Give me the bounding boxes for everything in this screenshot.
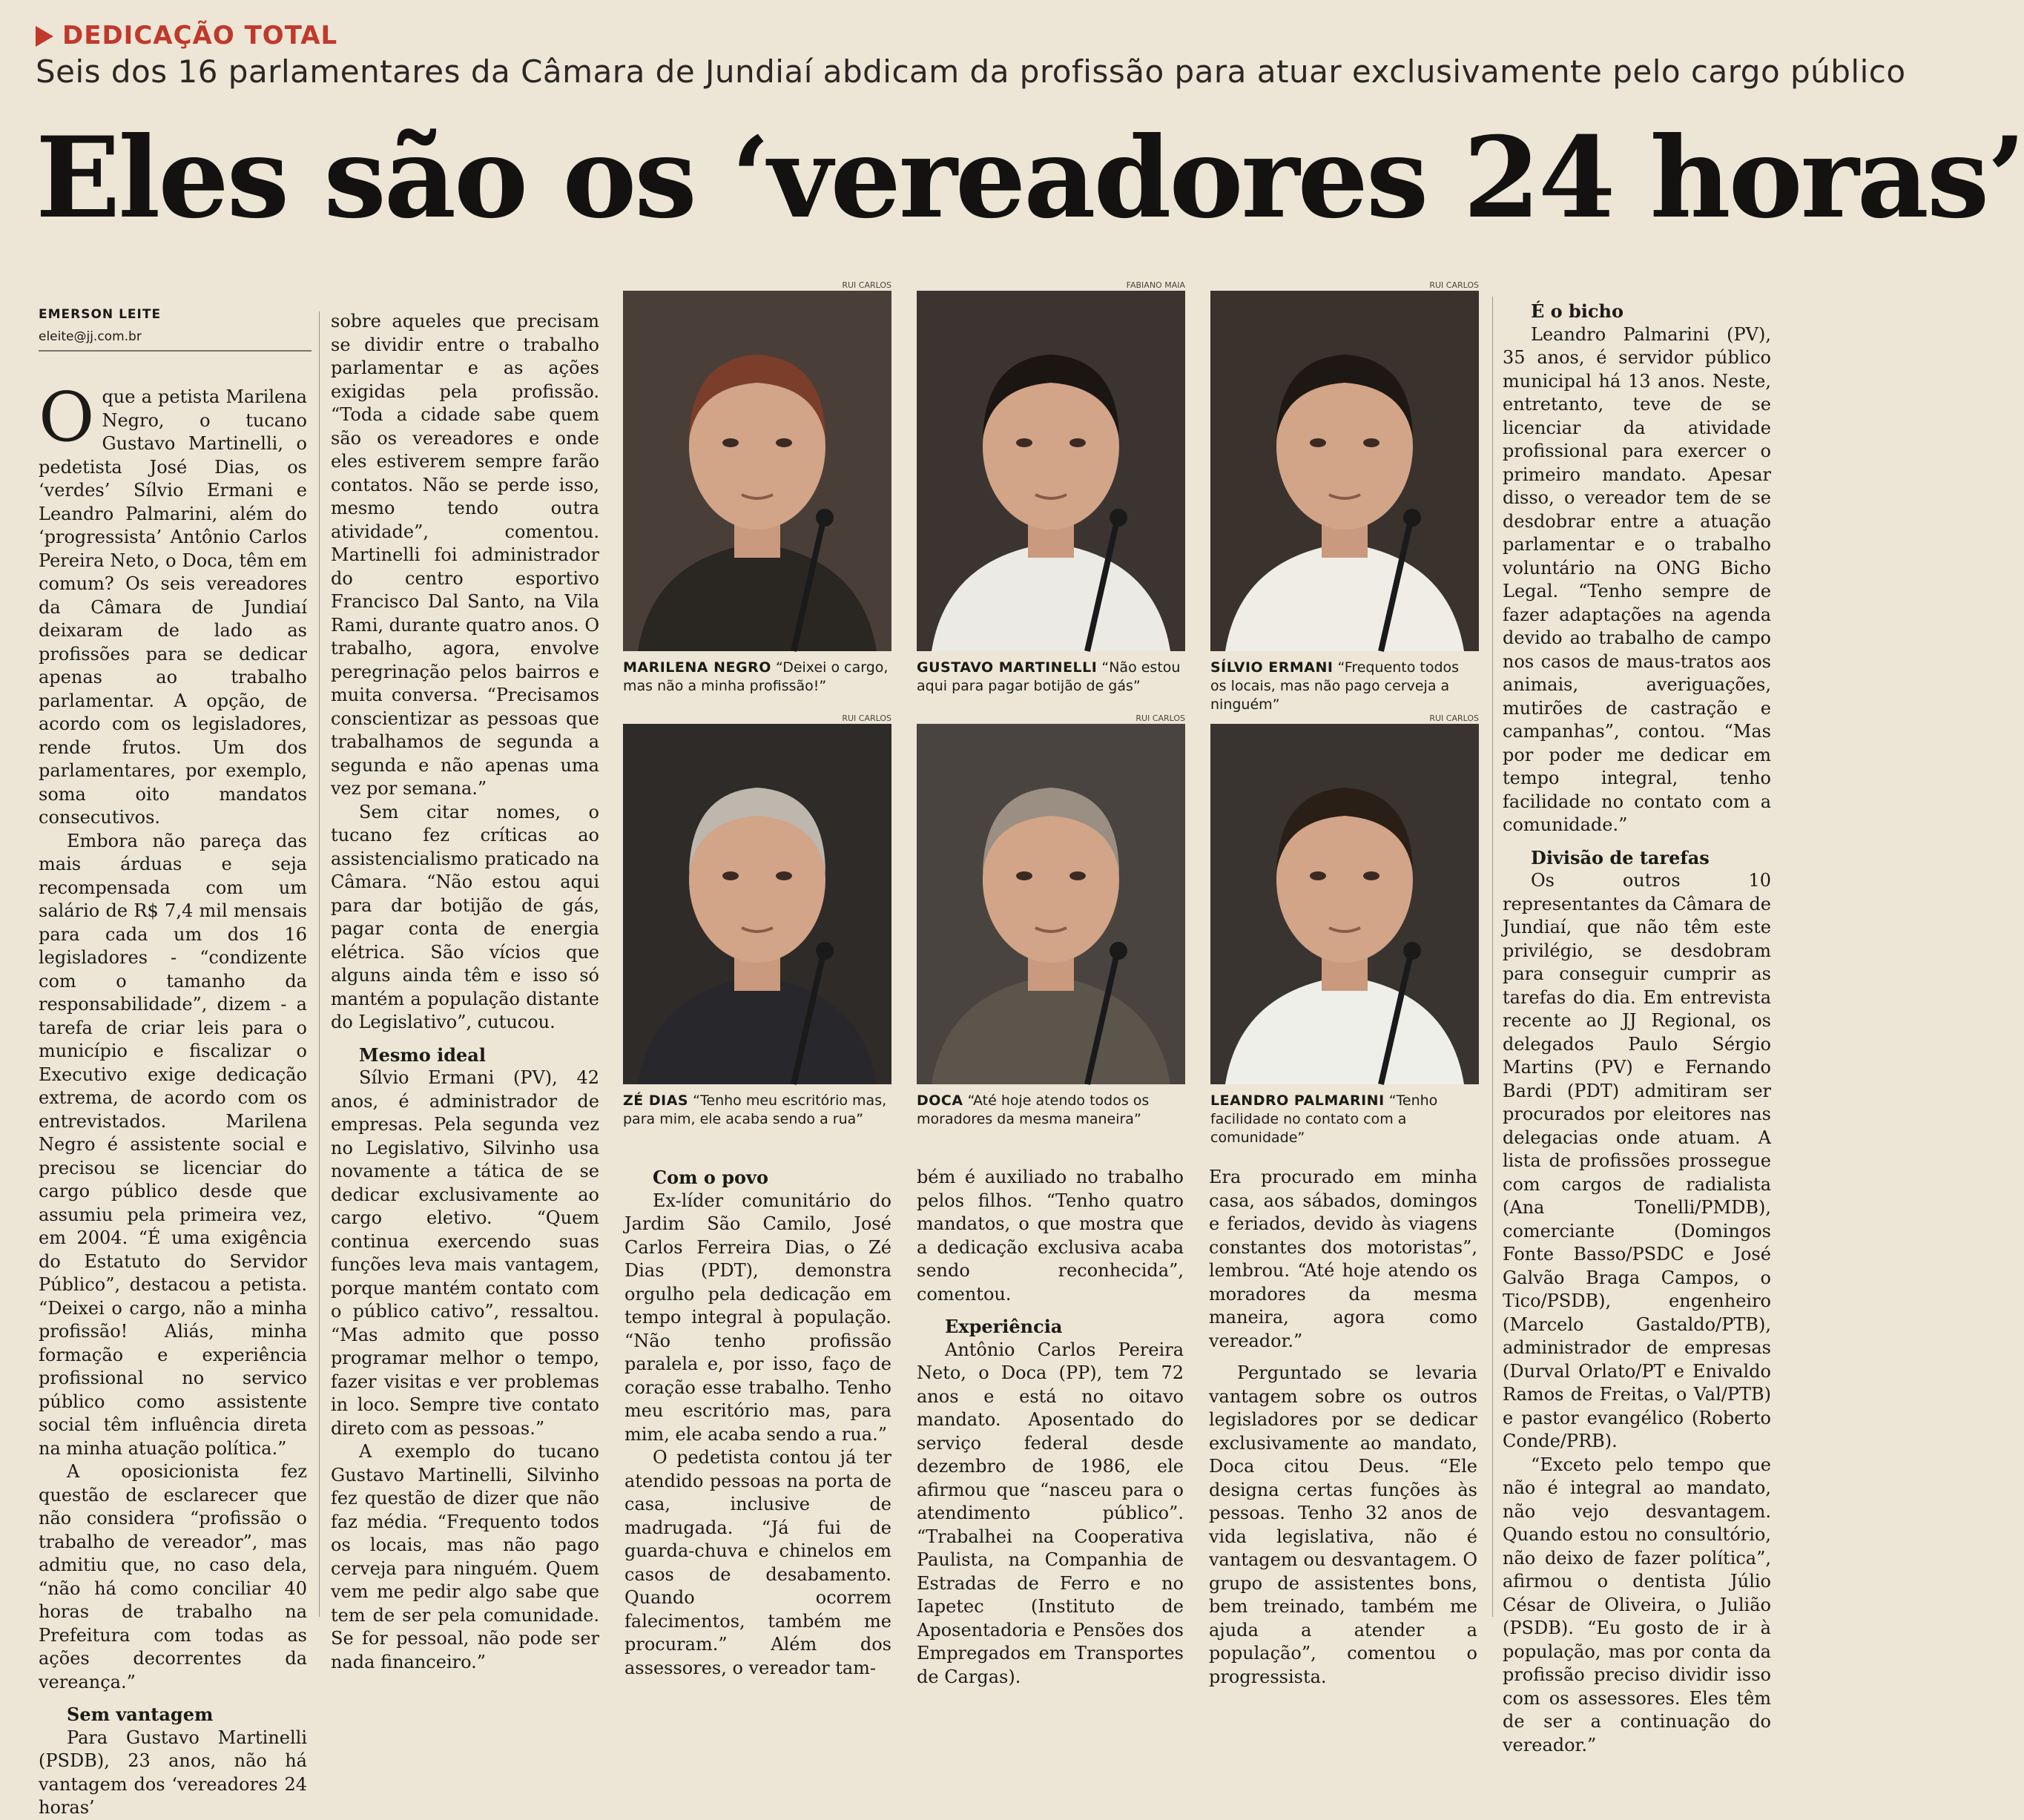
portrait-illustration: [623, 724, 891, 1084]
article-column-2: [331, 310, 599, 1674]
portrait-photo: [1210, 724, 1479, 1084]
paragraph: Leandro Palmarini (PV), 35 anos, é servidor público municipal há 13 anos. Neste, entretanto, teve de se licenciar da atividade profissional para exercer o primeiro mandato. Apesar disso, o vereador tem de se desdobrar entre a atuação parlamentar e o trabalho voluntário na ONG Bicho Legal. “Tenho sempre de fazer adaptações na agenda devido ao trabalho de campo nos casos de maus-tratos aos animais, averiguações, mutirões de castração e campanhas”, contou. “Mas por poder me dedicar em tempo integral, tenho facilidade no contato com a comunidade.”: [1503, 323, 1771, 835]
paragraph: A oposicionista fez questão de esclarecer que não considera “profissão o trabalho de vereador”, mas admitiu que, no caso dela, “não há como conciliar 40 horas de trabalho na Prefeitura com todas as ações decorrentes da vereança.”: [39, 1461, 307, 1692]
photo-credit: FABIANO MAIA: [1126, 280, 1185, 290]
paragraph: O pedetista contou já ter atendido pessoas na porta de casa, inclusive de madrugada. “Já fui de guarda-chuva e chinelos em casos de desabamento. Quando ocorrem falecimentos, também me procuram.” Além dos assessores, o vereador tam-: [624, 1447, 891, 1678]
photo-credit: RUI CARLOS: [1429, 280, 1479, 290]
photo-caption: [917, 659, 1185, 696]
caption-quote: “Frequento todos os locais, mas não pago cerveja a ninguém”: [1210, 659, 1460, 713]
portrait-illustration: [917, 724, 1185, 1084]
caption-name: SÍLVIO ERMANI: [1210, 659, 1334, 676]
article-column-3: [624, 1166, 891, 1680]
paragraph: Para Gustavo Martinelli (PSDB), 23 anos, não há vantagem dos ‘vereadores 24 horas’: [39, 1727, 307, 1818]
column-divider: [1492, 297, 1493, 1617]
portrait-photo: [917, 291, 1185, 651]
portrait-photo: [623, 724, 891, 1084]
photo-caption: [623, 1092, 891, 1129]
photo-credit: RUI CARLOS: [1429, 713, 1479, 723]
paragraph: A exemplo do tucano Gustavo Martinelli, Silvinho fez questão de dizer que não faz média. “Frequento todos os locais, mas não pago cerveja para ninguém. Quem vem me pedir algo sabe que tem de ser pela comunidade. Se for pessoal, não pode ser nada financeiro.”: [331, 1441, 599, 1672]
paragraph: Embora não pareça das mais árduas e seja recompensada com um salário de R$ 7,4 mil mensais para cada um dos 16 legisladores - “condizente com o tamanho da responsabilidade”, dizem - a tarefa de criar leis para o município e fiscalizar o Executivo exige dedicação extrema, de acordo com os entrevistados. Marilena Negro é assistente social e precisou se licenciar do cargo público desde que assumiu pela primeira vez, em 2004. “É uma exigência do Estatuto do Servidor Público”, destacou a petista. “Deixei o cargo, não a minha profissão! Aliás, minha formação e experiência profissional no servico público como assistente social têm influência direta na minha atuação política.”: [39, 830, 307, 1459]
portrait-illustration: [623, 291, 891, 651]
photo-credit: RUI CARLOS: [1135, 713, 1185, 723]
byline-rule: [39, 350, 311, 352]
author-name: EMERSON LEITE: [39, 307, 162, 322]
portrait-photo: [623, 291, 891, 651]
paragraph: Ex-líder comunitário do Jardim São Camilo, José Carlos Ferreira Dias, o Zé Dias (PDT), demonstra orgulho pela dedicação em tempo integral à população. “Não tenho profissão paralela e, por isso, faço de coração esse trabalho. Tenho meu escritório mas, para mim, ele acaba sendo a rua.”: [624, 1190, 891, 1445]
photo-credit: RUI CARLOS: [842, 280, 891, 290]
caption-quote: “Não estou aqui para pagar botijão de gás”: [917, 659, 1181, 694]
caption-name: DOCA: [917, 1092, 963, 1109]
caption-quote: “Tenho meu escritório mas, para mim, ele acaba sendo a rua”: [623, 1092, 887, 1127]
caption-quote: “Deixei o cargo, mas não a minha profissão!”: [623, 659, 889, 694]
paragraph: Sem citar nomes, o tucano fez críticas ao assistencialismo praticado na Câmara. “Não estou aqui para dar botijão de gás, pagar conta de energia elétrica. São vícios que alguns ainda têm e isso só mantém a população distante do Legislativo”, cutucou.: [331, 801, 599, 1032]
article-column-5: [1209, 1166, 1477, 1689]
portrait-photo: [1210, 291, 1479, 651]
caption-quote: “Tenho facilidade no contato com a comunidade”: [1210, 1092, 1438, 1146]
paragraph: “Exceto pelo tempo que não é integral ao mandato, não vejo desvantagem. Quando estou no consultório, não deixo de fazer política”, afirmou o dentista Júlio César de Oliveira, o Julião (PSDB). “Eu gosto de ir à população, mas por conta da profissão preciso dividir isso com os assessores. Eles têm de ser a continuação do vereador.”: [1503, 1454, 1771, 1755]
photo-caption: [623, 659, 891, 696]
caption-name: LEANDRO PALMARINI: [1210, 1092, 1385, 1109]
photo-caption: [1210, 1092, 1479, 1147]
portrait-illustration: [1210, 291, 1479, 651]
photo-caption: [1210, 659, 1479, 714]
subheadline: Seis dos 16 parlamentares da Câmara de Jundiaí abdicam da profissão para atuar exclusivamente pelo cargo público: [36, 53, 1906, 90]
article-column-6: [1503, 300, 1771, 1757]
subhead: É o bicho: [1531, 300, 1624, 322]
section-kicker: [36, 21, 337, 50]
paragraph: Antônio Carlos Pereira Neto, o Doca (PP), tem 72 anos e está no oitavo mandato. Aposentado do serviço federal desde dezembro de 1986, ele afirmou que “nasceu para o atendimento público”. “Trabalhei na Cooperativa Paulista, na Companhia de Estradas de Ferro e no Iapetec (Instituto de Aposentadoria e Pensões dos Empregados em Transportes de Cargas).: [917, 1339, 1184, 1687]
caption-name: MARILENA NEGRO: [623, 659, 771, 676]
paragraph: Era procurado em minha casa, aos sábados, domingos e feriados, devido às viagens constantes dos motoristas”, lembrou. “Até hoje atendo os moradores da mesma maneira, agora como vereador.”: [1209, 1167, 1477, 1351]
portrait-illustration: [1210, 724, 1479, 1084]
paragraph: bém é auxiliado no trabalho pelos filhos. “Tenho quatro mandatos, o que mostra que a dedicação exclusiva acaba sendo reconhecida”, comentou.: [917, 1167, 1184, 1305]
caption-name: GUSTAVO MARTINELLI: [917, 659, 1098, 676]
article-column-4: [917, 1166, 1184, 1689]
subhead: Mesmo ideal: [359, 1043, 486, 1066]
column-divider: [319, 311, 320, 1617]
subhead: Com o povo: [653, 1167, 768, 1188]
caption-name: ZÉ DIAS: [623, 1092, 689, 1109]
paragraph: sobre aqueles que precisam se dividir entre o trabalho parlamentar e as ações exigidas pela profissão. “Toda a cidade sabe quem são os vereadores e onde eles estiverem sempre farão contatos. Não se perde isso, mesmo tendo outra atividade”, comentou. Martinelli foi administrador do centro esportivo Francisco Dal Santo, na Vila Rami, durante quatro anos. O trabalho, agora, envolve peregrinação pelos bairros e muita conversa. “Precisamos conscientizar as pessoas que trabalhamos de segunda a segunda e não apenas uma vez por semana.”: [331, 311, 599, 799]
arrow-icon: [36, 26, 53, 47]
author-email: eleite@jj.com.br: [39, 329, 142, 344]
portrait-illustration: [917, 291, 1185, 651]
portrait-photo: [917, 724, 1185, 1084]
caption-quote: “Até hoje atendo todos os moradores da mesma maneira”: [917, 1092, 1150, 1127]
dropcap: O: [39, 377, 95, 457]
paragraph: Sílvio Ermani (PV), 42 anos, é administrador de empresas. Pela segunda vez no Legislativo, Silvinho usa novamente a tática de se dedicar exclusivamente ao cargo eletivo. “Quem continua exercendo suas funções leva mais vantagem, porque mantém contato com o público cativo”, ressaltou. “Mas admito que posso programar melhor o tempo, fazer visitas e ver problemas in loco. Sempre tive contato direto com as pessoas.”: [331, 1067, 599, 1439]
paragraph: Oque a petista Marilena Negro, o tucano Gustavo Martinelli, o pedetista José Dias, os ‘verdes’ Sílvio Ermani e Leandro Palmarini, além do ‘progressista’ Antônio Carlos Pereira Neto, o Doca, têm em comum? Os seis vereadores da Câmara de Jundiaí deixaram de lado as profissões para se dedicar apenas ao trabalho parlamentar. A opção, de acordo com os legisladores, rende frutos. Um dos parlamentares, por exemplo, soma oito mandatos consecutivos.: [39, 377, 307, 828]
kicker-label: DEDICAÇÃO TOTAL: [62, 21, 338, 50]
subhead: Sem vantagem: [67, 1704, 214, 1725]
article-column-1: [39, 377, 307, 1820]
paragraph: Perguntado se levaria vantagem sobre os outros legisladores por se dedicar exclusivamente ao mandato, Doca citou Deus. “Ele designa certas funções às pessoas. Tenho 32 anos de vida legislativa, não é vantagem ou desvantagem. O grupo de assistentes bons, bem treinado, também me ajuda a atender a população”, comentou o progressista.: [1209, 1362, 1477, 1687]
paragraph: Os outros 10 representantes da Câmara de Jundiaí, que não têm este privilégio, se desdobram para conseguir cumprir as tarefas do dia. Em entrevista recente ao JJ Regional, os delegados Paulo Sérgio Martins (PV) e Fernando Bardi (PDT) admitiram ser procurados por eleitores nas delegacias onde atuam. A lista de profissões prossegue com cargos de radialista (Ana Tonelli/PMDB), comerciante (Domingos Fonte Basso/PSDC e José Galvão Braga Campos, o Tico/PSDB), engenheiro (Marcelo Gastaldo/PTB), administrador de empresas (Durval Orlato/PT e Enivaldo Ramos de Freitas, o Val/PTB) e pastor evangélico (Roberto Conde/PRB).: [1503, 870, 1771, 1451]
photo-caption: [917, 1092, 1185, 1129]
byline: [39, 307, 320, 352]
headline: Eles são os ‘vereadores 24 horas’: [36, 113, 2024, 243]
photo-credit: RUI CARLOS: [842, 713, 891, 723]
subhead: Divisão de tarefas: [1531, 846, 1710, 868]
subhead: Experiência: [945, 1316, 1063, 1337]
